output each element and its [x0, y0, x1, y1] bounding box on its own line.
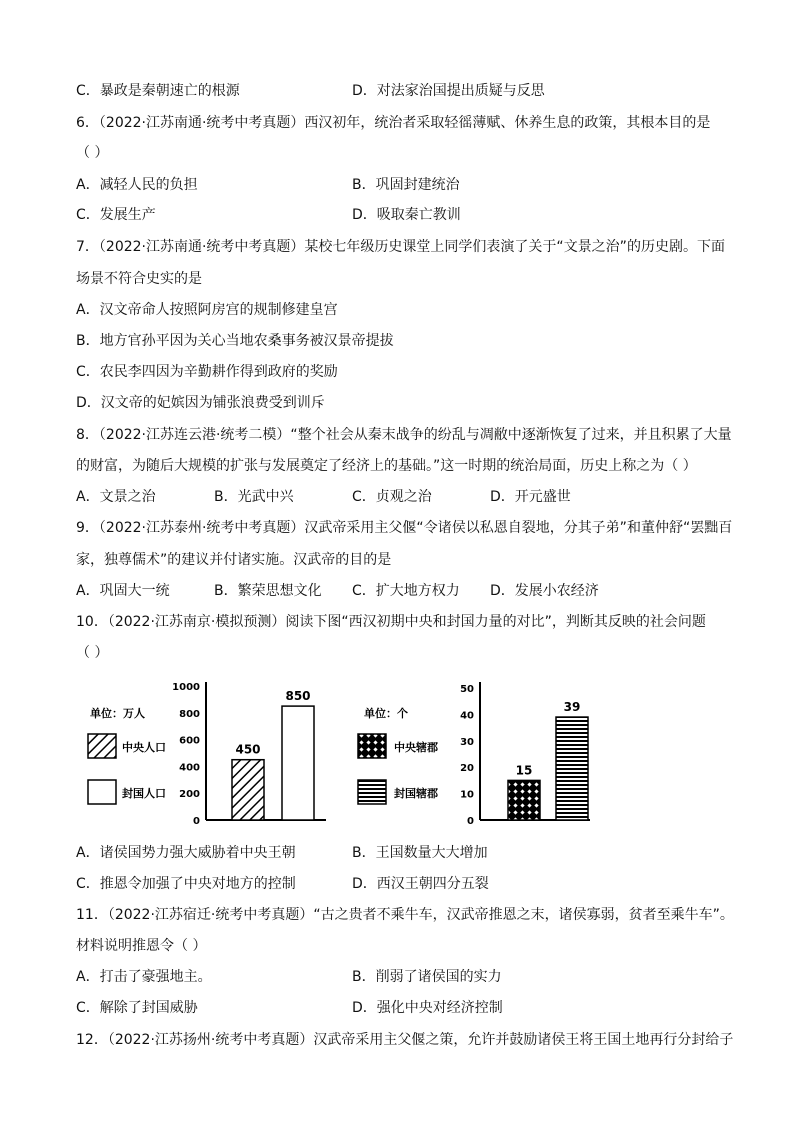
q8-option-b: B．光武中兴 — [214, 489, 294, 505]
chart2-bar — [508, 780, 540, 820]
q7-stem-line1: 7．（2022·江苏南通·统考中考真题）某校七年级历史课堂上同学们表演了关于“文景之治”的历史剧。下面 — [76, 239, 725, 255]
q10-stem: 10．（2022·江苏南京·模拟预测）阅读下图“西汉初期中央和封国力量的对比”，判断其反映的社会问题 — [76, 614, 706, 630]
chart1-data-label: 850 — [285, 689, 311, 704]
q7-option-c: C．农民李四因为辛勤耕作得到政府的奖励 — [76, 364, 338, 380]
q9-option-d: D．发展小农经济 — [490, 583, 599, 599]
chart2-y-tick: 20 — [460, 763, 474, 775]
chart2-y-tick: 0 — [467, 816, 474, 827]
q6-option-c: C．发展生产 — [76, 207, 156, 223]
chart1-data-label: 450 — [235, 742, 261, 757]
q9-stem-line2: 家，独尊儒术”的建议并付诸实施。汉武帝的目的是 — [76, 552, 392, 568]
q6-answer-paren: （ ） — [76, 145, 109, 161]
chart2-data-label: 15 — [515, 763, 533, 778]
chart2-legend-central: 中央辖郡 — [394, 741, 438, 754]
chart2-unit-label: 单位：个 — [364, 707, 408, 720]
chart1-y-tick: 200 — [179, 789, 200, 801]
chart2-legend-swatch-central — [358, 734, 386, 758]
q9-option-c: C．扩大地方权力 — [352, 583, 460, 599]
chart-commanderies — [344, 676, 594, 832]
chart1-legend-central: 中央人口 — [122, 741, 166, 754]
chart1-y-tick: 800 — [179, 708, 200, 720]
chart2-y-tick: 50 — [460, 684, 474, 695]
q9-option-b: B．繁荣思想文化 — [214, 583, 322, 599]
q10-option-b: B．王国数量大大增加 — [352, 845, 488, 861]
q11-option-d: D．强化中央对经济控制 — [352, 1000, 503, 1016]
q7-option-d: D．汉文帝的妃嫔因为铺张浪费受到训斥 — [76, 395, 325, 411]
chart2-legend-swatch-fiefdom — [358, 780, 386, 804]
chart2-y-tick: 40 — [460, 710, 474, 722]
q10-answer-paren: （ ） — [76, 645, 109, 661]
chart1-bar — [282, 706, 314, 820]
chart1-y-tick: 0 — [193, 816, 200, 827]
q8-stem-line1: 8．（2022·江苏连云港·统考二模）“整个社会从秦末战争的纷乱与凋敝中逐渐恢复了过来，并且积累了大量 — [76, 427, 732, 443]
q5-option-c: C．暴政是秦朝速亡的根源 — [76, 83, 240, 99]
q7-option-b: B．地方官孙平因为关心当地农桑事务被汉景帝提拔 — [76, 333, 394, 349]
chart2-bar — [556, 717, 588, 820]
chart1-y-tick: 400 — [179, 762, 200, 774]
q6-option-d: D．吸取秦亡教训 — [352, 207, 461, 223]
q9-option-a: A．巩固大一统 — [76, 583, 170, 599]
chart1-legend-swatch-central — [88, 734, 116, 758]
chart2-data-label: 39 — [563, 700, 581, 715]
q11-stem-line2: 材料说明推恩令（ ） — [76, 938, 207, 954]
q10-option-a: A．诸侯国势力强大威胁着中央王朝 — [76, 845, 296, 861]
chart1-unit-label: 单位：万人 — [90, 707, 145, 720]
q11-option-a: A．打击了豪强地主。 — [76, 969, 212, 985]
q11-option-b: B．削弱了诸侯国的实力 — [352, 969, 502, 985]
q6-option-a: A．减轻人民的负担 — [76, 177, 198, 193]
chart2-legend-fiefdom: 封国辖郡 — [394, 787, 438, 800]
chart2-y-tick: 30 — [460, 736, 474, 748]
chart1-bar — [232, 760, 264, 820]
q6-option-b: B．巩固封建统治 — [352, 177, 460, 193]
q8-stem-line2: 的财富，为随后大规模的扩张与发展奠定了经济上的基础。”这一时期的统治局面，历史上称之为（ ） — [76, 458, 697, 474]
q11-option-c: C．解除了封国威胁 — [76, 1000, 198, 1016]
q6-stem: 6．（2022·江苏南通·统考中考真题）西汉初年，统治者采取轻徭薄赋、休养生息的政策，其根本目的是 — [76, 115, 711, 131]
q9-stem-line1: 9．（2022·江苏泰州·统考中考真题）汉武帝采用主父偃“令诸侯以私恩自裂地，分其子弟”和董仲舒“罢黜百 — [76, 520, 733, 536]
q10-option-c: C．推恩令加强了中央对地方的控制 — [76, 876, 296, 892]
chart1-y-tick: 600 — [179, 735, 200, 747]
q7-stem-line2: 场景不符合史实的是 — [76, 271, 202, 287]
q5-option-d: D．对法家治国提出质疑与反思 — [352, 83, 545, 99]
q12-stem-line1: 12．（2022·江苏扬州·统考中考真题）汉武帝采用主父偃之策，允许并鼓励诸侯王将王国土地再行分封给子 — [76, 1032, 734, 1048]
q8-option-a: A．文景之治 — [76, 489, 156, 505]
q7-option-a: A．汉文帝命人按照阿房宫的规制修建皇宫 — [76, 302, 338, 318]
chart-population — [76, 676, 336, 832]
q8-option-d: D．开元盛世 — [490, 489, 571, 505]
q8-option-c: C．贞观之治 — [352, 489, 432, 505]
chart1-legend-swatch-fiefdom — [88, 780, 116, 804]
chart1-legend-fiefdom: 封国人口 — [122, 787, 166, 800]
q11-stem-line1: 11．（2022·江苏宿迁·统考中考真题）“古之贵者不乘牛车，汉武帝推恩之末，诸侯寡弱，贫者至乘牛车”。 — [76, 907, 734, 923]
q10-option-d: D．西汉王朝四分五裂 — [352, 876, 489, 892]
chart1-y-tick: 1000 — [172, 682, 200, 693]
chart2-y-tick: 10 — [460, 789, 474, 801]
